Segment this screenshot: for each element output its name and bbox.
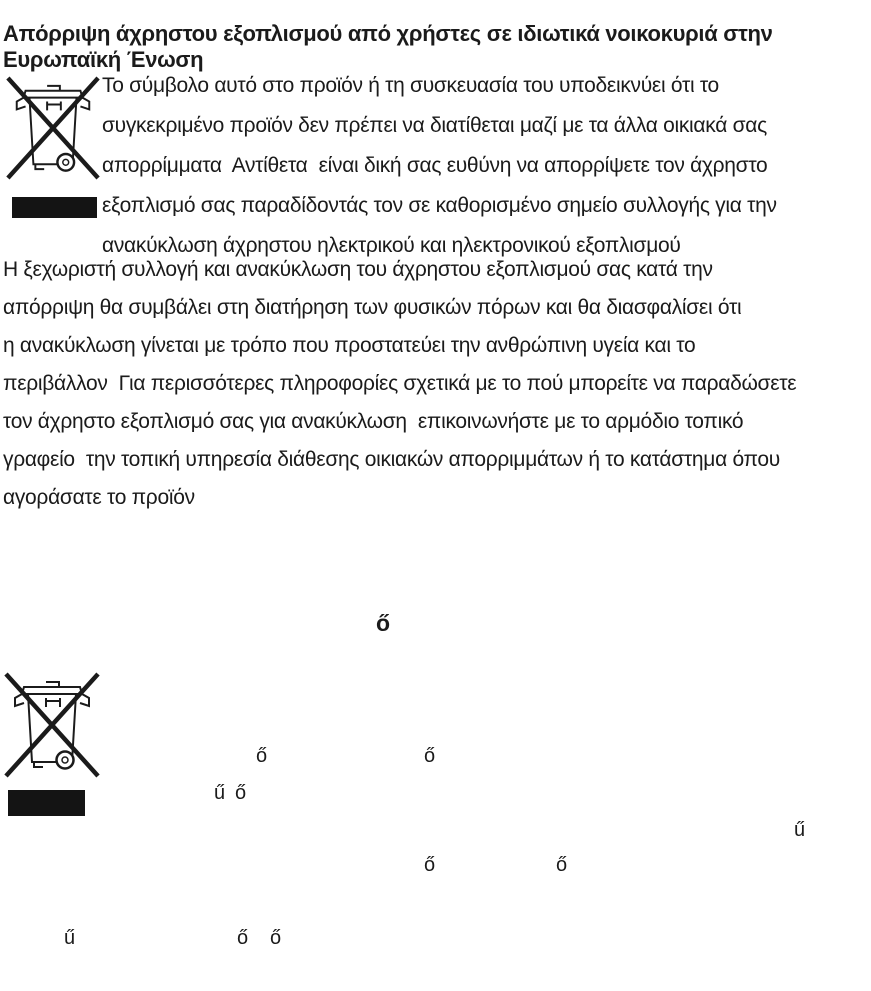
paragraph-line: συγκεκριμένο προϊόν δεν πρέπει να διατίθεται μαζί με τα άλλα οικιακά σας xyxy=(102,114,767,137)
paragraph-line: απόρριψη θα συμβάλει στη διατήρηση των φυσικών πόρων και θα διασφαλίσει ότι xyxy=(3,296,742,319)
greek-section-title xyxy=(3,21,863,73)
weee-crossed-bin-icon xyxy=(2,670,102,780)
orphan-glyph: ő xyxy=(235,782,247,804)
paragraph-line: απορρίμματα Αντίθετα είναι δική σας ευθύνη να απορρίψετε τον άχρηστο xyxy=(102,154,768,177)
paragraph-line: εξοπλισμό σας παραδίδοντάς τον σε καθορισμένο σημείο συλλογής για την xyxy=(102,194,777,217)
orphan-glyph: ő xyxy=(556,854,568,876)
orphan-glyph: ő xyxy=(237,927,249,949)
weee-crossed-bin-icon xyxy=(4,74,102,182)
paragraph-line: Το σύμβολο αυτό στο προϊόν ή τη συσκευασία του υποδεικνύει ότι το xyxy=(102,74,719,97)
orphan-glyph: ű xyxy=(214,782,226,804)
orphan-glyph: ő xyxy=(424,854,436,876)
title-line-1: Απόρριψη άχρηστου εξοπλισμού από χρήστες σε ιδιωτικά νοικοκυριά στην xyxy=(3,20,773,46)
orphan-glyph: ő xyxy=(256,745,268,767)
weee-black-bar xyxy=(8,790,85,816)
paragraph-line: ανακύκλωση άχρηστου ηλεκτρικού και ηλεκτρονικού εξοπλισμού xyxy=(102,234,681,257)
hungarian-heading-orphan-glyph: ő xyxy=(376,610,391,636)
orphan-glyph: ő xyxy=(424,745,436,767)
paragraph-line: γραφείο την τοπική υπηρεσία διάθεσης οικιακών απορριμμάτων ή το κατάστημα όπου xyxy=(3,448,780,471)
paragraph-line: η ανακύκλωση γίνεται με τρόπο που προστατεύει την ανθρώπινη υγεία και το xyxy=(3,334,696,357)
orphan-glyph: ű xyxy=(64,927,76,949)
paragraph-line: αγοράσατε το προϊόν xyxy=(3,486,195,509)
title-line-2: Ευρωπαϊκή Ένωση xyxy=(3,46,204,72)
paragraph-line: Η ξεχωριστή συλλογή και ανακύκλωση του άχρηστου εξοπλισμού σας κατά την xyxy=(3,258,713,281)
paragraph-line: τον άχρηστο εξοπλισμό σας για ανακύκλωση επικοινωνήστε με το αρμόδιο τοπικό xyxy=(3,410,744,433)
greek-paragraph-full-width xyxy=(3,251,869,517)
orphan-glyph: ő xyxy=(270,927,282,949)
orphan-glyph: ű xyxy=(794,819,806,841)
paragraph-line: περιβάλλον Για περισσότερες πληροφορίες σχετικά με το πού μπορείτε να παραδώσετε xyxy=(3,372,797,395)
greek-paragraph-indented xyxy=(102,66,868,266)
weee-black-bar xyxy=(12,197,97,218)
